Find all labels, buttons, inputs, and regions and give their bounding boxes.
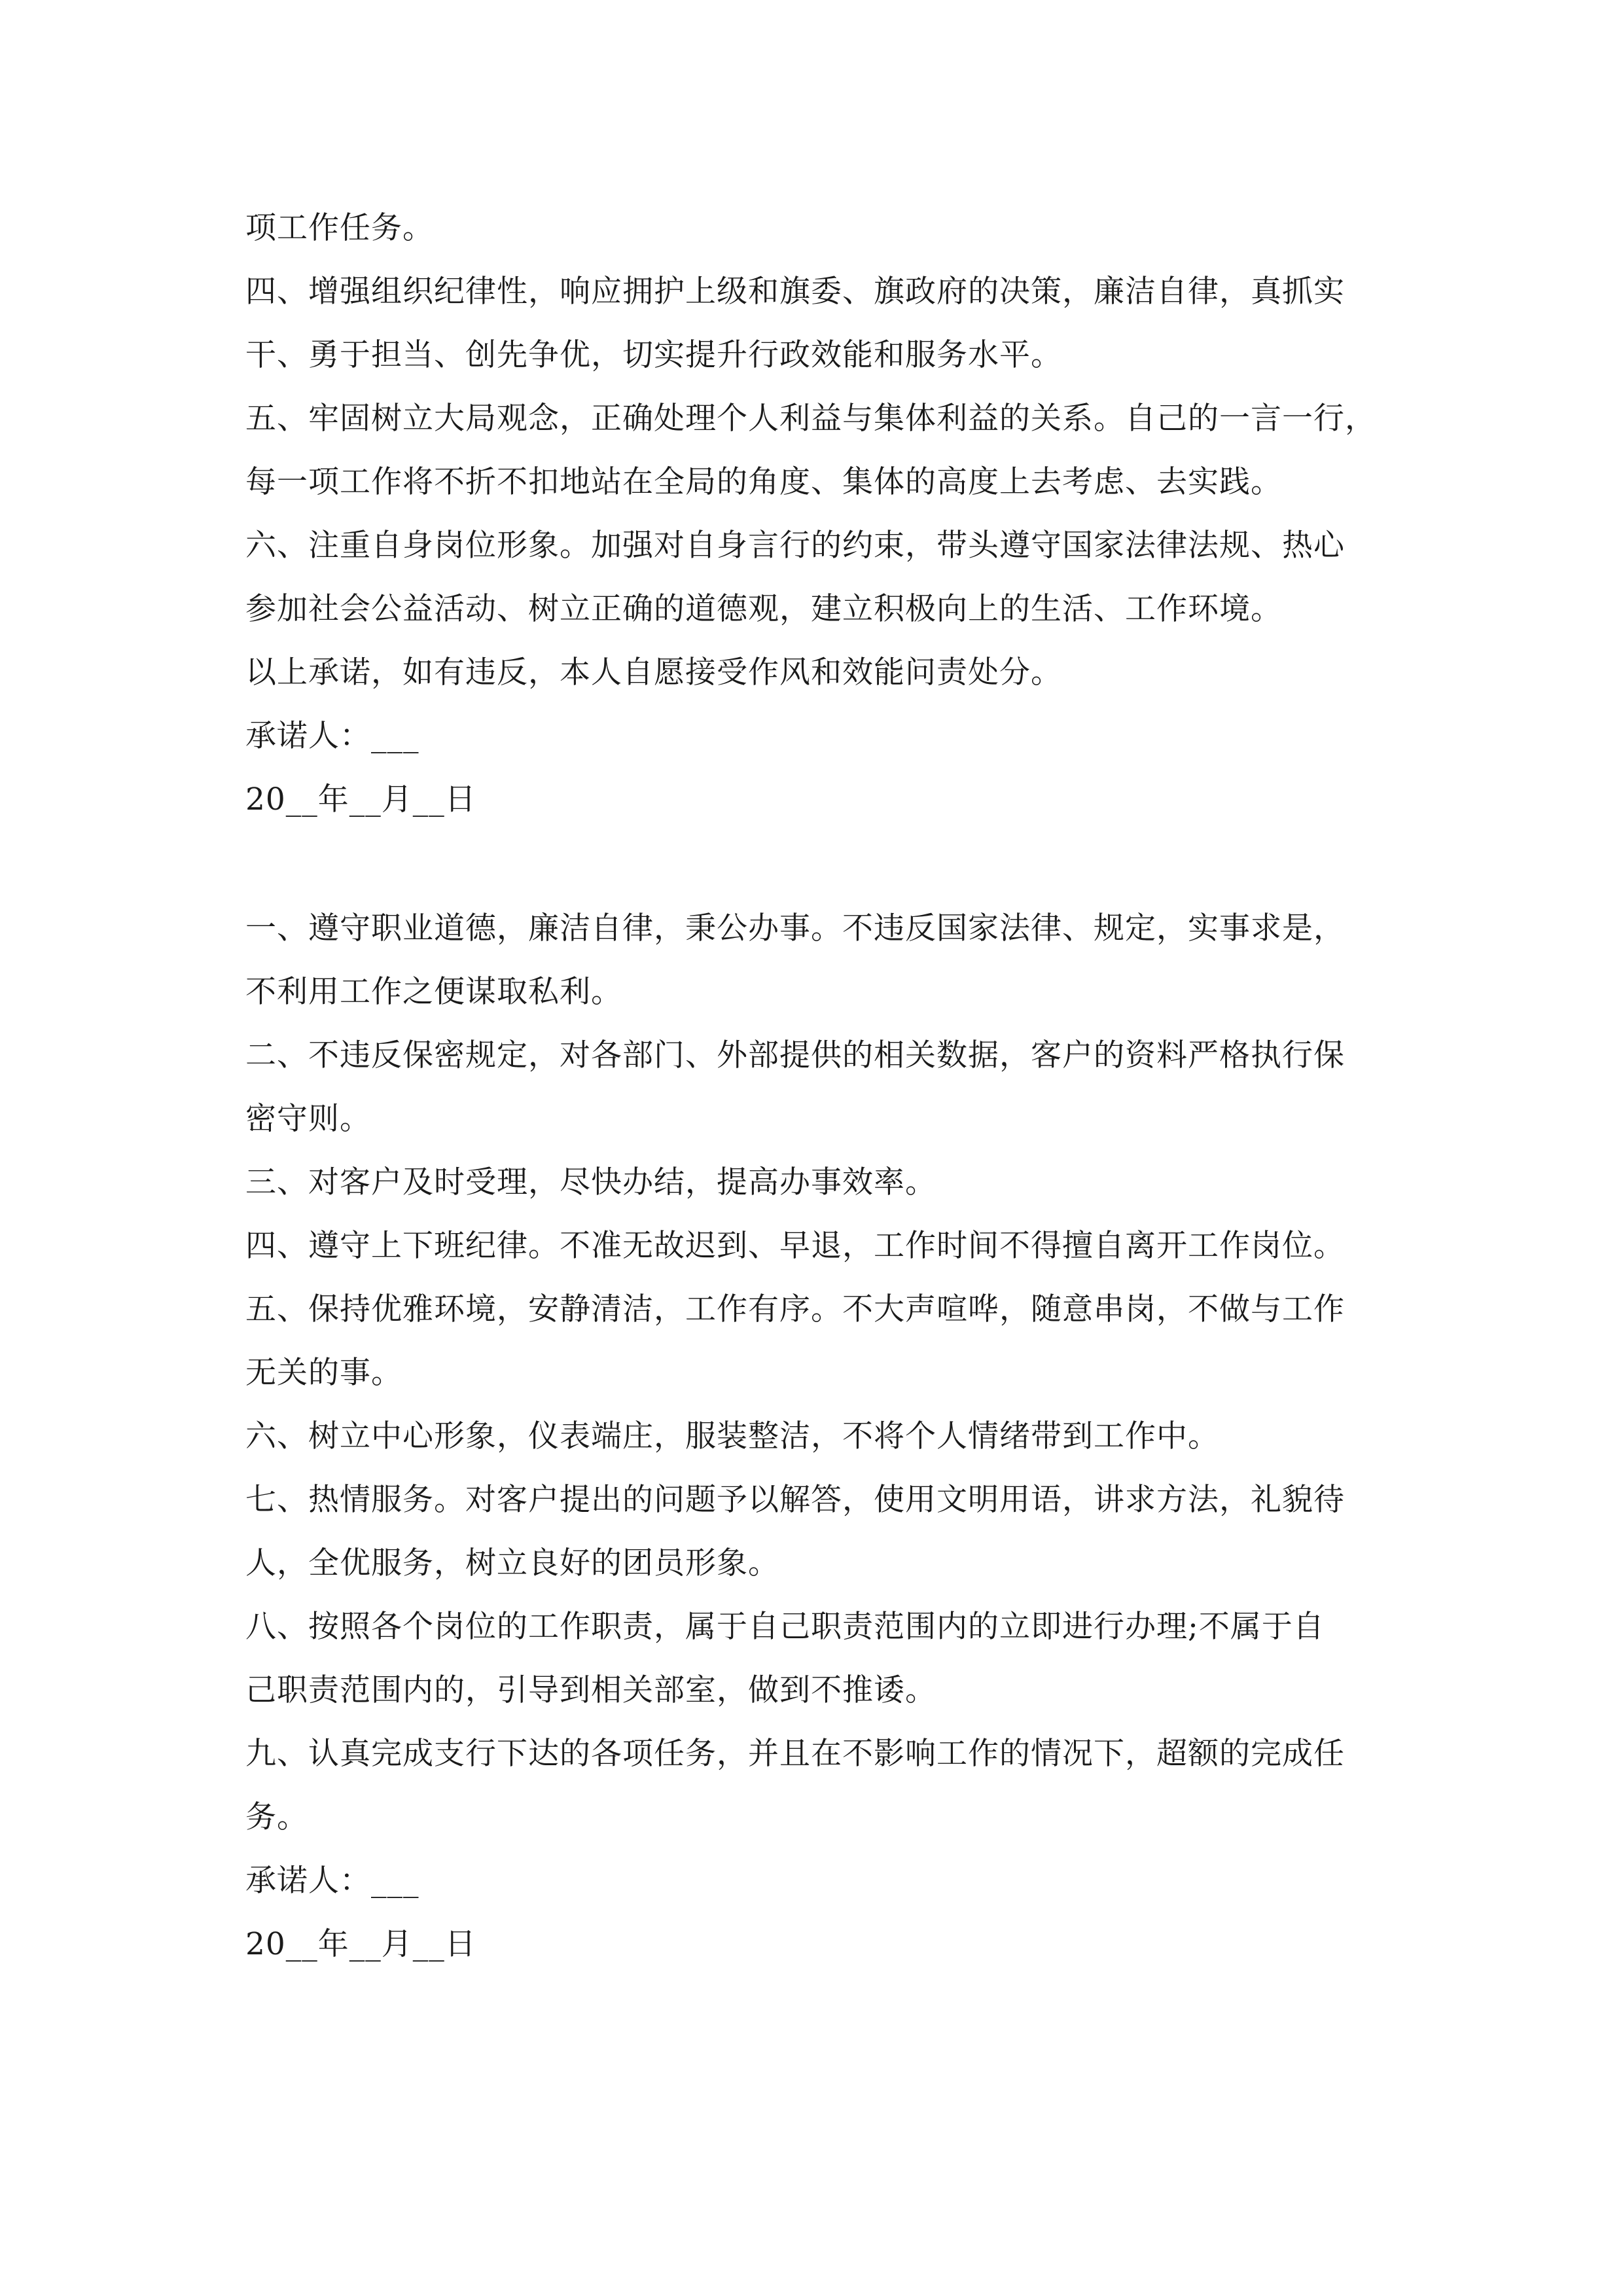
text-line: 一、遵守职业道德，廉洁自律，秉公办事。不违反国家法律、规定，实事求是， [245, 910, 1345, 946]
text-line: 每一项工作将不折不扣地站在全局的角度、集体的高度上去考虑、去实践。 [245, 464, 1282, 500]
text-line: 不利用工作之便谋取私利。 [245, 974, 622, 1010]
text-line: 人，全优服务，树立良好的团员形象。 [245, 1545, 779, 1581]
text-line: 四、遵守上下班纪律。不准无故迟到、早退，工作时间不得擅自离开工作岗位。 [245, 1228, 1345, 1264]
text-line: 干、勇于担当、创先争优，切实提升行政效能和服务水平。 [245, 337, 1062, 373]
signer-line: 承诺人：___ [245, 718, 419, 754]
text-line: 密守则。 [245, 1101, 371, 1137]
text-line: 务。 [245, 1799, 308, 1835]
commitment-section-2 [245, 897, 1387, 1976]
text-line: 九、认真完成支行下达的各项任务，并且在不影响工作的情况下，超额的完成任 [245, 1736, 1345, 1772]
text-line: 五、牢固树立大局观念，正确处理个人利益与集体利益的关系。自己的一言一行， [245, 401, 1376, 437]
text-line: 无关的事。 [245, 1355, 402, 1391]
text-line: 四、增强组织纪律性，响应拥护上级和旗委、旗政府的决策，廉洁自律，真抓实 [245, 274, 1345, 310]
text-line: 七、热情服务。对客户提出的问题予以解答，使用文明用语，讲求方法，礼貌待 [245, 1482, 1345, 1518]
commitment-section-1 [245, 196, 1387, 831]
text-line: 三、对客户及时受理，尽快办结，提高办事效率。 [245, 1164, 936, 1200]
text-line: 项工作任务。 [245, 210, 434, 246]
text-line: 参加社会公益活动、树立正确的道德观，建立积极向上的生活、工作环境。 [245, 591, 1282, 627]
signer-line: 承诺人：___ [245, 1863, 419, 1899]
date-line: 20__年__月__日 [245, 781, 476, 817]
text-line: 二、不违反保密规定，对各部门、外部提供的相关数据，客户的资料严格执行保 [245, 1037, 1345, 1073]
date-line: 20__年__月__日 [245, 1926, 476, 1962]
text-line: 六、注重自身岗位形象。加强对自身言行的约束，带头遵守国家法律法规、热心 [245, 528, 1345, 564]
text-line: 六、树立中心形象，仪表端庄，服装整洁，不将个人情绪带到工作中。 [245, 1418, 1219, 1454]
text-line: 以上承诺，如有违反，本人自愿接受作风和效能问责处分。 [245, 655, 1062, 691]
text-line: 己职责范围内的，引导到相关部室，做到不推诿。 [245, 1672, 936, 1708]
text-line: 八、按照各个岗位的工作职责，属于自己职责范围内的立即进行办理;不属于自 [245, 1609, 1325, 1645]
text-line: 五、保持优雅环境，安静清洁，工作有序。不大声喧哗，随意串岗，不做与工作 [245, 1291, 1345, 1327]
